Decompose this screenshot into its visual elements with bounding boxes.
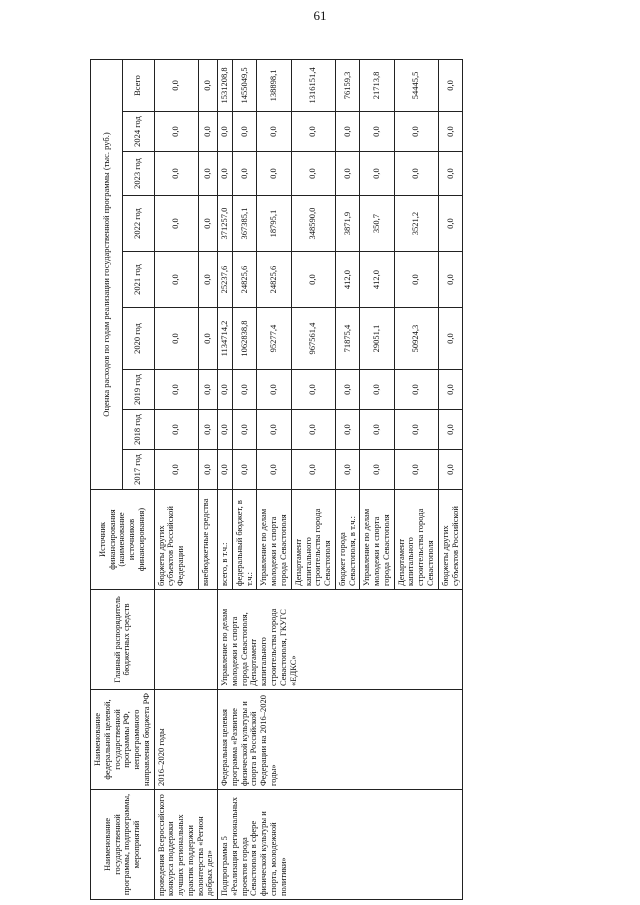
header-year: 2023 год [122, 152, 154, 196]
value-cell: 0,0 [199, 370, 218, 410]
value-cell: 0,0 [232, 112, 257, 152]
total-cell: 138898,1 [257, 59, 291, 111]
source-cell: всего, в т.ч.: [218, 490, 233, 590]
rotated-table-area [90, 60, 610, 900]
value-cell: 412,0 [335, 252, 360, 308]
source-cell: бюджеты других субъектов Российской Федерации [154, 490, 198, 590]
header-total: Всего [122, 59, 154, 111]
value-cell: 0,0 [394, 370, 438, 410]
value-cell: 0,0 [335, 370, 360, 410]
value-cell: 371257,0 [218, 196, 233, 252]
header-program: Наименование государственной программы, подпрограммы, мероприятий [91, 790, 155, 900]
recipient-cell [154, 590, 218, 690]
value-cell: 24825,6 [257, 252, 291, 308]
value-cell: 0,0 [438, 196, 463, 252]
value-cell: 0,0 [199, 252, 218, 308]
value-cell: 0,0 [438, 308, 463, 370]
value-cell: 0,0 [291, 152, 335, 196]
total-cell: 76159,3 [335, 59, 360, 111]
source-cell: федеральный бюджет, в т.ч.: [232, 490, 257, 590]
value-cell: 0,0 [394, 450, 438, 490]
value-cell: 0,0 [257, 370, 291, 410]
header-federal: Наименование федеральной целевой, государственной программы РФ, непрограммного направления бюджета РФ [91, 690, 155, 790]
value-cell: 0,0 [291, 410, 335, 450]
header-source: Источник финансирования (наименование источников финансирования) [91, 490, 155, 590]
value-cell: 18795,1 [257, 196, 291, 252]
value-cell: 348590,0 [291, 196, 335, 252]
value-cell: 0,0 [232, 370, 257, 410]
total-cell: 1531208,8 [218, 59, 233, 111]
federal-cell: Федеральная целевая программа «Развитие физической культуры и спорта в Российской Федерации на 2016–2020 годы» [218, 690, 463, 790]
source-cell: бюджет города Севастополя, в т.ч.: [335, 490, 360, 590]
total-cell: 0,0 [154, 59, 198, 111]
value-cell: 0,0 [438, 450, 463, 490]
federal-cell: 2016–2020 годы [154, 690, 218, 790]
value-cell: 412,0 [360, 252, 394, 308]
value-cell: 0,0 [154, 152, 198, 196]
value-cell: 350,7 [360, 196, 394, 252]
budget-table [90, 59, 463, 900]
value-cell: 0,0 [218, 370, 233, 410]
header-year: 2022 год [122, 196, 154, 252]
header-estimate: Оценка расходов по годам реализации государственной программы (тыс. руб.) [91, 59, 123, 489]
value-cell: 0,0 [438, 410, 463, 450]
source-cell: Департамент капитального строительства города Севастополя [291, 490, 335, 590]
value-cell: 1062838,8 [232, 308, 257, 370]
header-year: 2021 год [122, 252, 154, 308]
table-row [154, 59, 198, 899]
value-cell: 0,0 [218, 152, 233, 196]
value-cell: 0,0 [335, 410, 360, 450]
source-cell: Департамент капитального строительства города Севастополя [394, 490, 438, 590]
recipient-cell: Управление по делам молодежи и спорта города Севастополя, Департамент капитального строительства города Севастополя, ГКУГС «ЕДКС» [218, 590, 463, 690]
total-cell: 1316151,4 [291, 59, 335, 111]
value-cell: 1134714,2 [218, 308, 233, 370]
total-cell: 54445,5 [394, 59, 438, 111]
value-cell: 0,0 [394, 410, 438, 450]
source-cell: внебюджетные средства [199, 490, 218, 590]
value-cell: 0,0 [335, 112, 360, 152]
source-cell: Управление по делам молодежи и спорта города Севастополя [257, 490, 291, 590]
value-cell: 0,0 [360, 112, 394, 152]
program-cell: Подпрограмма 5 «Реализация региональных проектов города Севастополя в сфере физической культуры и спорта, молодежной политики» [218, 790, 463, 900]
value-cell: 0,0 [154, 252, 198, 308]
value-cell: 0,0 [257, 450, 291, 490]
header-year: 2019 год [122, 370, 154, 410]
total-cell: 0,0 [438, 59, 463, 111]
total-cell: 21713,8 [360, 59, 394, 111]
value-cell: 0,0 [394, 152, 438, 196]
value-cell: 25237,6 [218, 252, 233, 308]
value-cell: 0,0 [257, 112, 291, 152]
value-cell: 967561,4 [291, 308, 335, 370]
total-cell: 0,0 [199, 59, 218, 111]
value-cell: 0,0 [291, 370, 335, 410]
value-cell: 71875,4 [335, 308, 360, 370]
value-cell: 0,0 [199, 196, 218, 252]
page-number: 61 [313, 8, 327, 23]
value-cell: 0,0 [199, 308, 218, 370]
value-cell: 0,0 [291, 252, 335, 308]
value-cell: 0,0 [335, 152, 360, 196]
value-cell: 0,0 [154, 370, 198, 410]
value-cell: 367385,1 [232, 196, 257, 252]
value-cell: 0,0 [218, 410, 233, 450]
value-cell: 0,0 [257, 410, 291, 450]
value-cell: 0,0 [438, 112, 463, 152]
value-cell: 0,0 [218, 450, 233, 490]
value-cell: 0,0 [232, 152, 257, 196]
value-cell: 0,0 [360, 410, 394, 450]
value-cell: 0,0 [257, 152, 291, 196]
value-cell: 3871,9 [335, 196, 360, 252]
value-cell: 24825,6 [232, 252, 257, 308]
value-cell: 0,0 [360, 450, 394, 490]
value-cell: 0,0 [291, 112, 335, 152]
value-cell: 0,0 [218, 112, 233, 152]
value-cell: 0,0 [232, 410, 257, 450]
value-cell: 0,0 [335, 450, 360, 490]
value-cell: 0,0 [154, 308, 198, 370]
header-year: 2018 год [122, 410, 154, 450]
header-recipient: Главный распорядитель бюджетных средств [91, 590, 155, 690]
rotated-table-wrapper [90, 60, 610, 900]
value-cell: 0,0 [199, 112, 218, 152]
total-cell: 1455049,5 [232, 59, 257, 111]
value-cell: 0,0 [199, 450, 218, 490]
value-cell: 0,0 [438, 252, 463, 308]
value-cell: 0,0 [438, 370, 463, 410]
program-cell: проведения Всероссийского конкурса поддержки лучших региональных практик поддержки волонтерства «Регион добрых дел» [154, 790, 218, 900]
value-cell: 0,0 [394, 252, 438, 308]
header-year: 2024 год [122, 112, 154, 152]
value-cell: 0,0 [199, 152, 218, 196]
value-cell: 0,0 [154, 450, 198, 490]
value-cell: 0,0 [154, 112, 198, 152]
value-cell: 95277,4 [257, 308, 291, 370]
header-year: 2017 год [122, 450, 154, 490]
value-cell: 0,0 [438, 152, 463, 196]
value-cell: 0,0 [360, 370, 394, 410]
value-cell: 0,0 [394, 112, 438, 152]
header-year: 2020 год [122, 308, 154, 370]
source-cell: бюджеты других субъектов Российской [438, 490, 463, 590]
source-cell: Управление по делам молодежи и спорта города Севастополя [360, 490, 394, 590]
header-row-1 [91, 59, 123, 899]
value-cell: 50924,3 [394, 308, 438, 370]
value-cell: 0,0 [291, 450, 335, 490]
value-cell: 29051,1 [360, 308, 394, 370]
value-cell: 0,0 [360, 152, 394, 196]
value-cell: 3521,2 [394, 196, 438, 252]
value-cell: 0,0 [154, 410, 198, 450]
table-row [218, 59, 233, 899]
value-cell: 0,0 [154, 196, 198, 252]
value-cell: 0,0 [232, 450, 257, 490]
value-cell: 0,0 [199, 410, 218, 450]
